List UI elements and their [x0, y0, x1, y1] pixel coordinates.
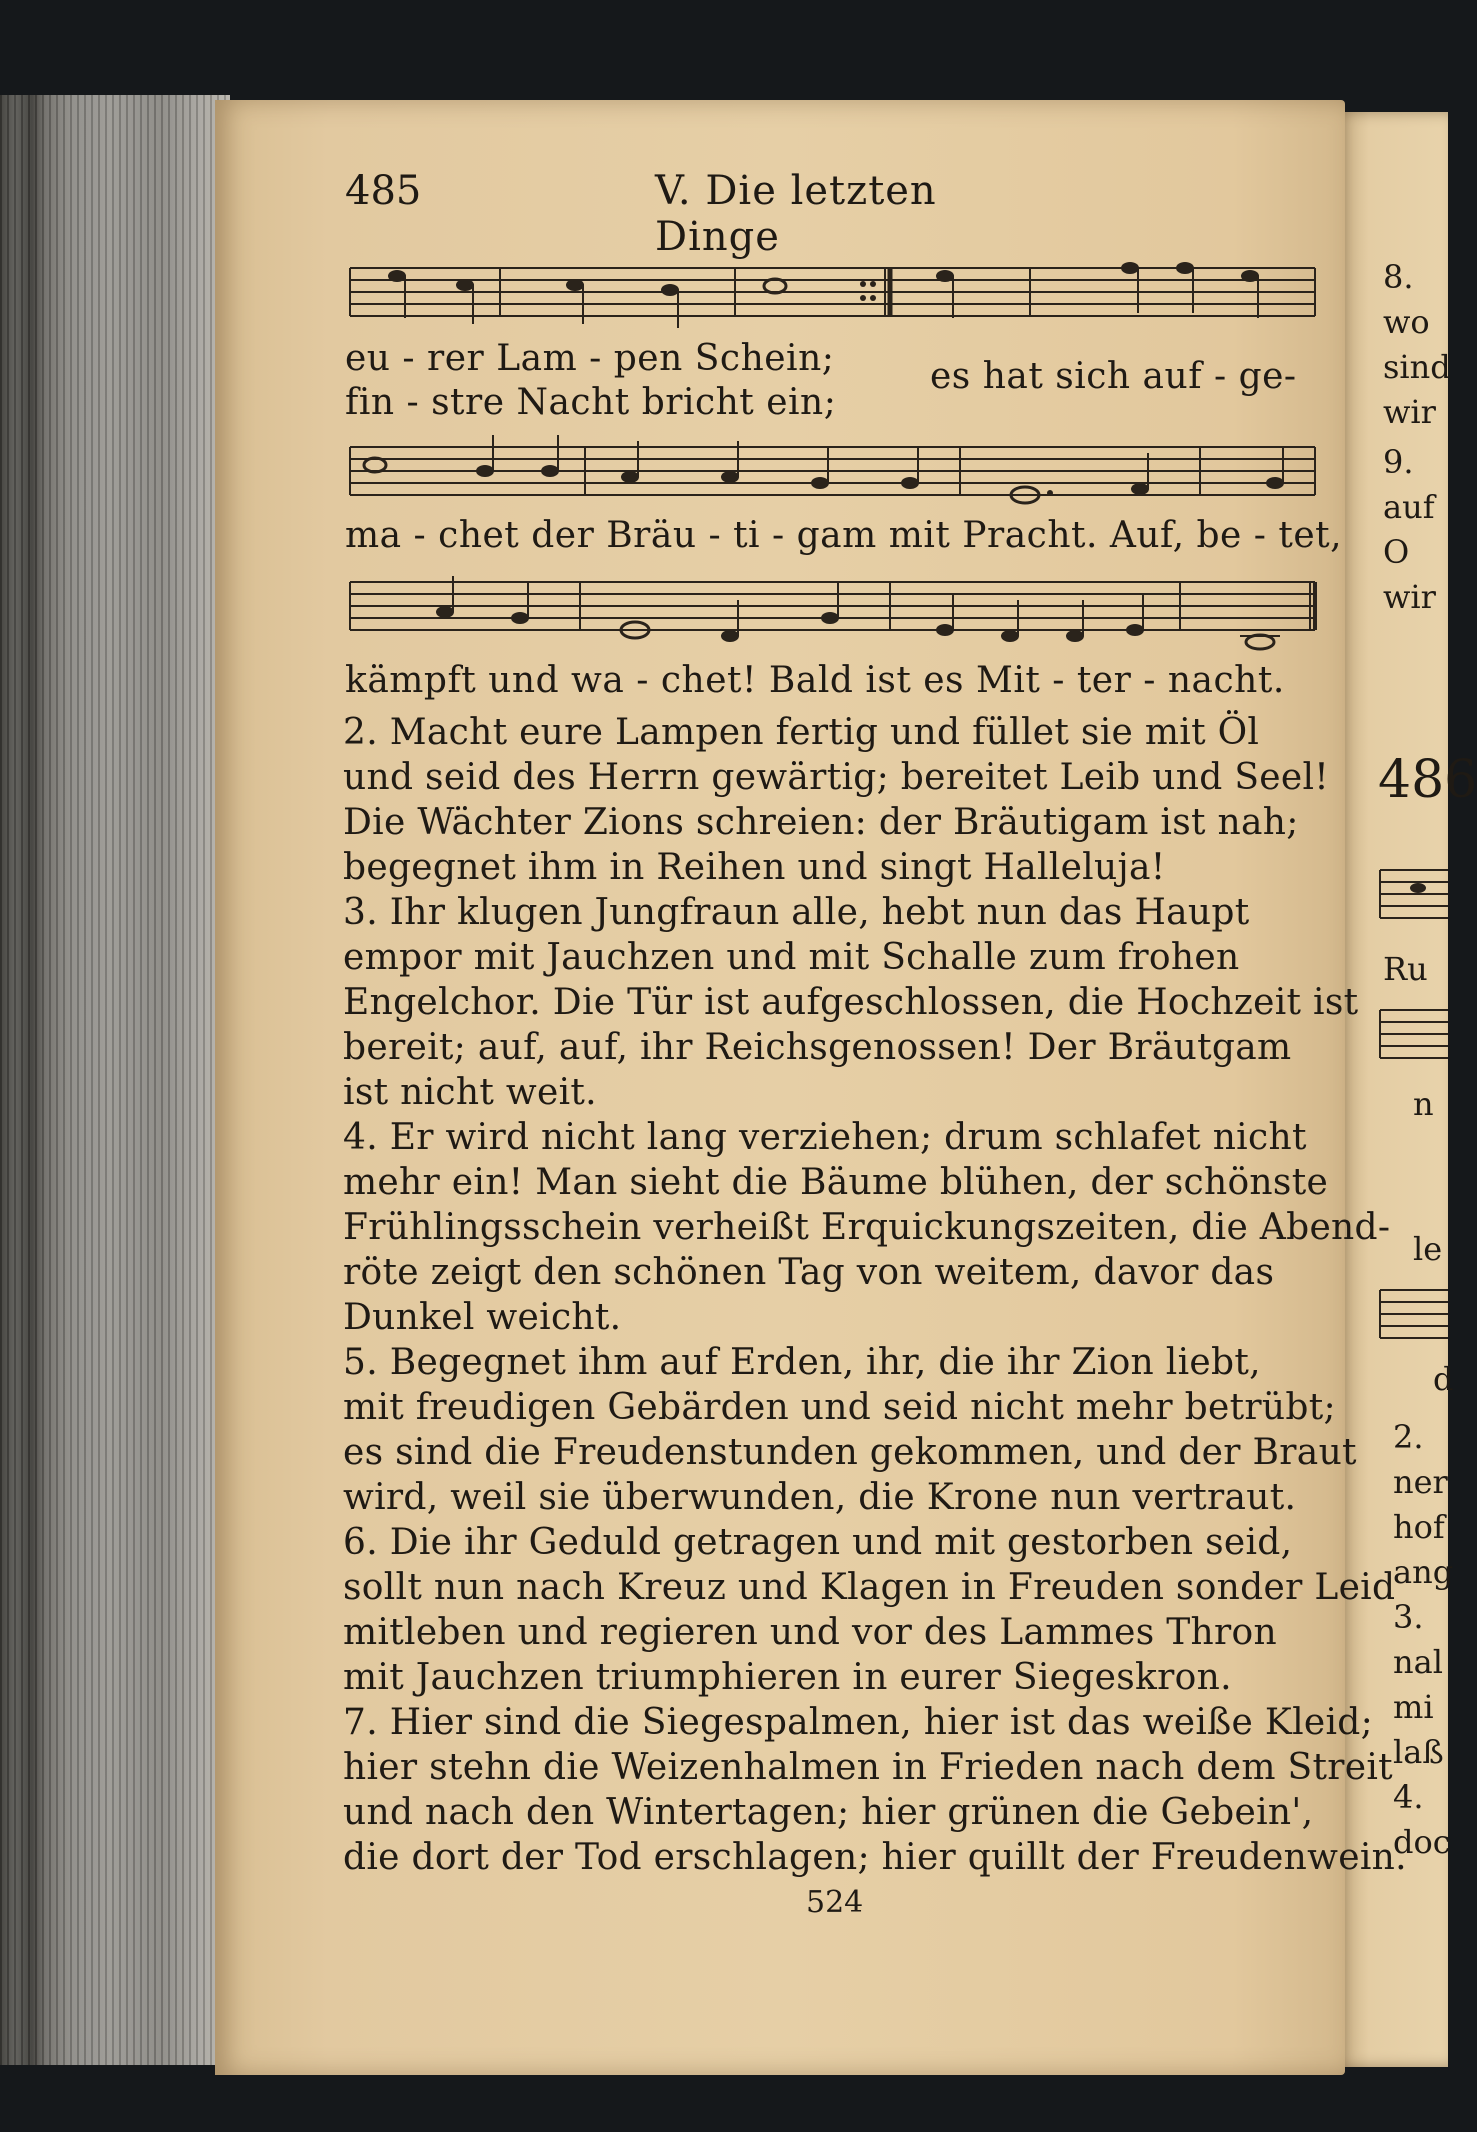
- next-page-fragment: mi: [1393, 1688, 1434, 1726]
- next-page-fragment: ner: [1393, 1463, 1448, 1501]
- verse-line: mehr ein! Man sieht die Bäume blühen, der schönste: [343, 1162, 1329, 1203]
- next-page-fragment: n: [1413, 1085, 1434, 1123]
- next-page-fragment: Ru: [1383, 950, 1428, 988]
- verse-line: bereit; auf, auf, ihr Reichsgenossen! Der Bräutgam: [343, 1027, 1292, 1068]
- verse-line: mit freudigen Gebärden und seid nicht mehr betrübt;: [343, 1387, 1336, 1428]
- verse-line: 2. Macht eure Lampen fertig und füllet sie mit Öl: [343, 712, 1260, 753]
- lyric-line-1c: fin - stre Nacht bricht ein;: [345, 382, 837, 423]
- verse-line: Dunkel weicht.: [343, 1297, 622, 1338]
- next-page-staff-3: [1378, 1280, 1448, 1360]
- running-head: [345, 168, 1045, 260]
- staff-2: [345, 435, 1320, 515]
- verse-line: und nach den Wintertagen; hier grünen die Gebein',: [343, 1792, 1314, 1833]
- next-page-fragment: wir: [1383, 578, 1436, 616]
- verse-line: 6. Die ihr Geduld getragen und mit gestorben seid,: [343, 1522, 1293, 1563]
- next-page-staff-1: [1378, 860, 1448, 940]
- verse-line: die dort der Tod erschlagen; hier quillt der Freudenwein.: [343, 1837, 1407, 1878]
- next-page-fragment: le: [1413, 1230, 1443, 1268]
- verse-line: es sind die Freudenstunden gekommen, und der Braut: [343, 1432, 1357, 1473]
- next-page-fragment: O: [1383, 533, 1410, 571]
- next-page-fragment: wo: [1383, 303, 1430, 341]
- next-page-fragment: hof: [1393, 1508, 1445, 1546]
- next-page-fragment: 486: [1378, 750, 1477, 810]
- verse-line: begegnet ihm in Reihen und singt Halleluja!: [343, 847, 1166, 888]
- verse-line: wird, weil sie überwunden, die Krone nun vertraut.: [343, 1477, 1297, 1518]
- verse-line: mit Jauchzen triumphieren in eurer Siegeskron.: [343, 1657, 1232, 1698]
- verse-line: ist nicht weit.: [343, 1072, 597, 1113]
- verse-line: empor mit Jauchzen und mit Schalle zum frohen: [343, 937, 1240, 978]
- verse-line: 5. Begegnet ihm auf Erden, ihr, die ihr Zion liebt,: [343, 1342, 1261, 1383]
- next-page-fragment: auf: [1383, 488, 1435, 526]
- staff-1: [345, 258, 1320, 338]
- page-number: 485: [345, 168, 422, 214]
- music-system-3: [345, 570, 1320, 705]
- verse-line: 7. Hier sind die Siegespalmen, hier ist das weiße Kleid;: [343, 1702, 1374, 1743]
- next-page-fragment: 9.: [1383, 443, 1414, 481]
- verse-line: und seid des Herrn gewärtig; bereitet Leib und Seel!: [343, 757, 1330, 798]
- verse-line: mitleben und regieren und vor des Lammes Thron: [343, 1612, 1278, 1653]
- verse-line: Frühlingsschein verheißt Erquickungszeiten, die Abend-: [343, 1207, 1391, 1248]
- lyric-line-1a: eu - rer Lam - pen Schein;: [345, 338, 835, 379]
- verse-line: hier stehn die Weizenhalmen in Frieden nach dem Streit: [343, 1747, 1393, 1788]
- lyric-line-3: kämpft und wa - chet! Bald ist es Mit - ter - nacht.: [345, 660, 1285, 701]
- lyric-line-1b: es hat sich auf - ge-: [930, 356, 1297, 397]
- book-page-edges: [0, 95, 230, 2065]
- music-system-1: [345, 258, 1320, 423]
- lyric-line-2: ma - chet der Bräu - ti - gam mit Pracht. Auf, be - tet,: [345, 515, 1343, 556]
- verse-line: sollt nun nach Kreuz und Klagen in Freuden sonder Leid: [343, 1567, 1396, 1608]
- next-page-fragment: sind: [1383, 348, 1451, 386]
- next-page-fragment: 3.: [1393, 1598, 1424, 1636]
- next-page-fragment: doc: [1393, 1823, 1451, 1861]
- next-page-staff-2: [1378, 1000, 1448, 1080]
- verse-line: Engelchor. Die Tür ist aufgeschlossen, die Hochzeit ist: [343, 982, 1359, 1023]
- next-page-fragment: ang: [1393, 1553, 1454, 1591]
- verse-line: röte zeigt den schönen Tag von weitem, davor das: [343, 1252, 1275, 1293]
- music-system-2: [345, 435, 1343, 565]
- verse-line: 4. Er wird nicht lang verziehen; drum schlafet nicht: [343, 1117, 1307, 1158]
- staff-3: [345, 570, 1320, 650]
- next-page-fragment: 4.: [1393, 1778, 1424, 1816]
- next-page-fragment: wir: [1383, 393, 1436, 431]
- next-page-fragment: 8.: [1383, 258, 1414, 296]
- verse-line: 3. Ihr klugen Jungfraun alle, hebt nun das Haupt: [343, 892, 1250, 933]
- next-page-fragment: nal: [1393, 1643, 1443, 1681]
- next-page-fragment: d: [1433, 1360, 1454, 1398]
- signature-number: 524: [806, 1885, 864, 1920]
- chapter-title: V. Die letzten Dinge: [655, 168, 937, 260]
- next-page-fragment: laß: [1393, 1733, 1444, 1771]
- verse-line: Die Wächter Zions schreien: der Bräutigam ist nah;: [343, 802, 1299, 843]
- next-page-fragment: 2.: [1393, 1418, 1424, 1456]
